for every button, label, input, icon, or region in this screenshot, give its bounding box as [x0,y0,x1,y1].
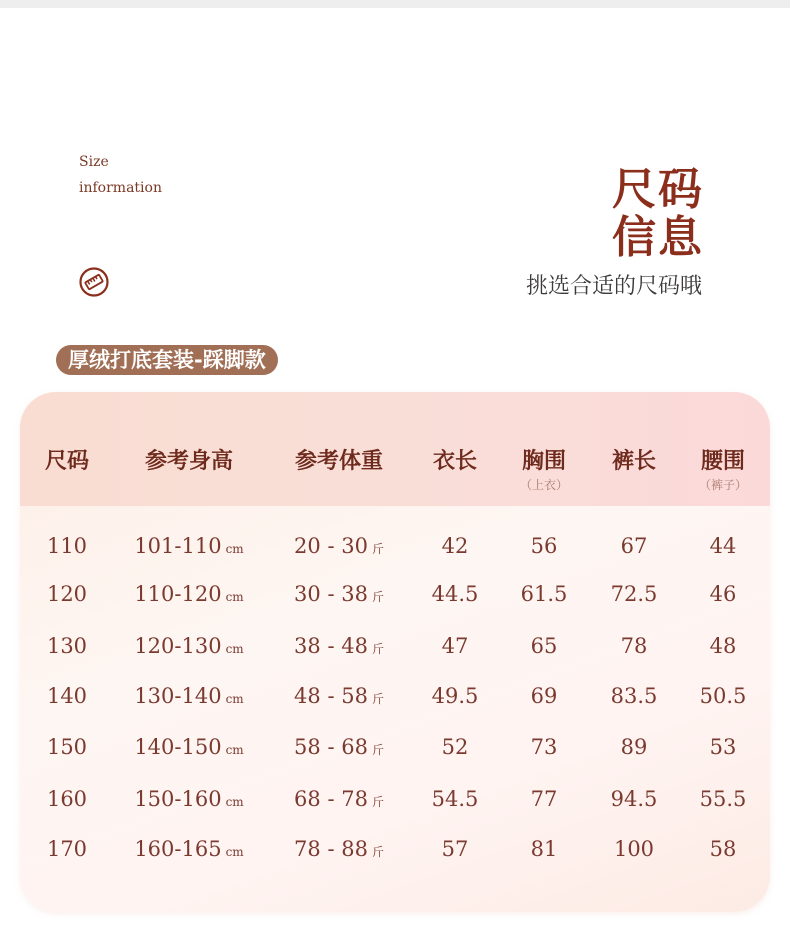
weight-unit: 斤 [371,743,384,757]
height-unit: cm [225,795,244,809]
title-line-1: 尺码 [612,164,704,215]
table-cell-length: 57 [441,837,469,861]
table-cell-weight: 20 - 30 斤 [294,534,384,558]
table-body [20,392,770,912]
table-row [20,836,770,866]
table-cell-size: 140 [46,684,88,708]
table-cell-chest: 81 [530,837,558,861]
weight-unit: 斤 [371,692,384,706]
table-cell-chest: 69 [530,684,558,708]
height-unit: cm [225,642,244,656]
table-cell-height: 130-140 cm [134,684,244,708]
table-cell-waist: 46 [709,582,737,606]
weight-unit: 斤 [371,845,384,859]
weight-unit: 斤 [371,795,384,809]
table-cell-chest: 65 [530,634,558,658]
information-english-label: information [79,180,162,196]
table-cell-length: 54.5 [431,787,479,811]
table-cell-size: 170 [46,837,88,861]
table-cell-chest: 73 [530,735,558,759]
table-cell-weight: 58 - 68 斤 [294,735,384,759]
table-cell-weight: 78 - 88 斤 [294,837,384,861]
height-unit: cm [225,743,244,757]
table-cell-weight: 30 - 38 斤 [294,582,384,606]
page-title [584,166,704,262]
title-line-2: 信息 [612,212,704,263]
table-cell-height: 120-130 cm [134,634,244,658]
weight-unit: 斤 [371,590,384,604]
ruler-icon [78,266,110,298]
table-cell-pants: 78 [620,634,648,658]
top-divider-strip [0,0,790,8]
table-cell-height: 160-165 cm [134,837,244,861]
table-row [20,683,770,713]
table-cell-height: 150-160 cm [134,787,244,811]
table-cell-chest: 77 [530,787,558,811]
table-cell-length: 49.5 [431,684,479,708]
height-unit: cm [225,692,244,706]
column-header: 参考体重 [294,449,384,474]
page-subtitle: 挑选合适的尺码哦 [525,274,702,299]
table-row [20,633,770,663]
table-cell-waist: 50.5 [699,684,747,708]
table-cell-size: 160 [46,787,88,811]
table-row [20,533,770,563]
height-unit: cm [225,542,244,556]
column-header: 裤长 [611,449,657,474]
column-header: 参考身高 [144,449,234,474]
table-cell-weight: 38 - 48 斤 [294,634,384,658]
size-table [20,392,770,912]
table-cell-pants: 72.5 [610,582,658,606]
column-header: 腰围 [700,449,746,474]
column-header: 尺码 [44,449,90,474]
table-cell-waist: 58 [709,837,737,861]
table-cell-length: 47 [441,634,469,658]
table-cell-height: 110-120 cm [134,582,244,606]
table-cell-waist: 48 [709,634,737,658]
table-cell-height: 140-150 cm [134,735,244,759]
size-english-label: Size [79,154,109,170]
table-row [20,581,770,611]
column-header: 胸围 [521,449,567,474]
column-header: 衣长 [432,449,478,474]
table-cell-length: 52 [441,735,469,759]
product-badge: 厚绒打底套装-踩脚款 [56,345,278,375]
table-cell-waist: 53 [709,735,737,759]
table-cell-size: 120 [46,582,88,606]
height-unit: cm [225,590,244,604]
table-cell-weight: 68 - 78 斤 [294,787,384,811]
table-cell-pants: 94.5 [610,787,658,811]
table-row [20,734,770,764]
table-cell-length: 44.5 [431,582,479,606]
height-unit: cm [225,845,244,859]
table-cell-size: 150 [46,735,88,759]
table-cell-waist: 55.5 [699,787,747,811]
table-cell-height: 101-110 cm [134,534,244,558]
weight-unit: 斤 [371,642,384,656]
column-header-note: （上衣） [519,478,569,492]
table-cell-pants: 100 [613,837,655,861]
table-row [20,786,770,816]
weight-unit: 斤 [371,542,384,556]
table-cell-pants: 67 [620,534,648,558]
table-cell-chest: 56 [530,534,558,558]
table-cell-size: 110 [46,534,88,558]
table-cell-pants: 89 [620,735,648,759]
table-cell-waist: 44 [709,534,737,558]
table-cell-weight: 48 - 58 斤 [294,684,384,708]
table-cell-pants: 83.5 [610,684,658,708]
table-cell-size: 130 [46,634,88,658]
table-cell-chest: 61.5 [520,582,568,606]
column-header-note: （裤子） [698,478,748,492]
table-cell-length: 42 [441,534,469,558]
